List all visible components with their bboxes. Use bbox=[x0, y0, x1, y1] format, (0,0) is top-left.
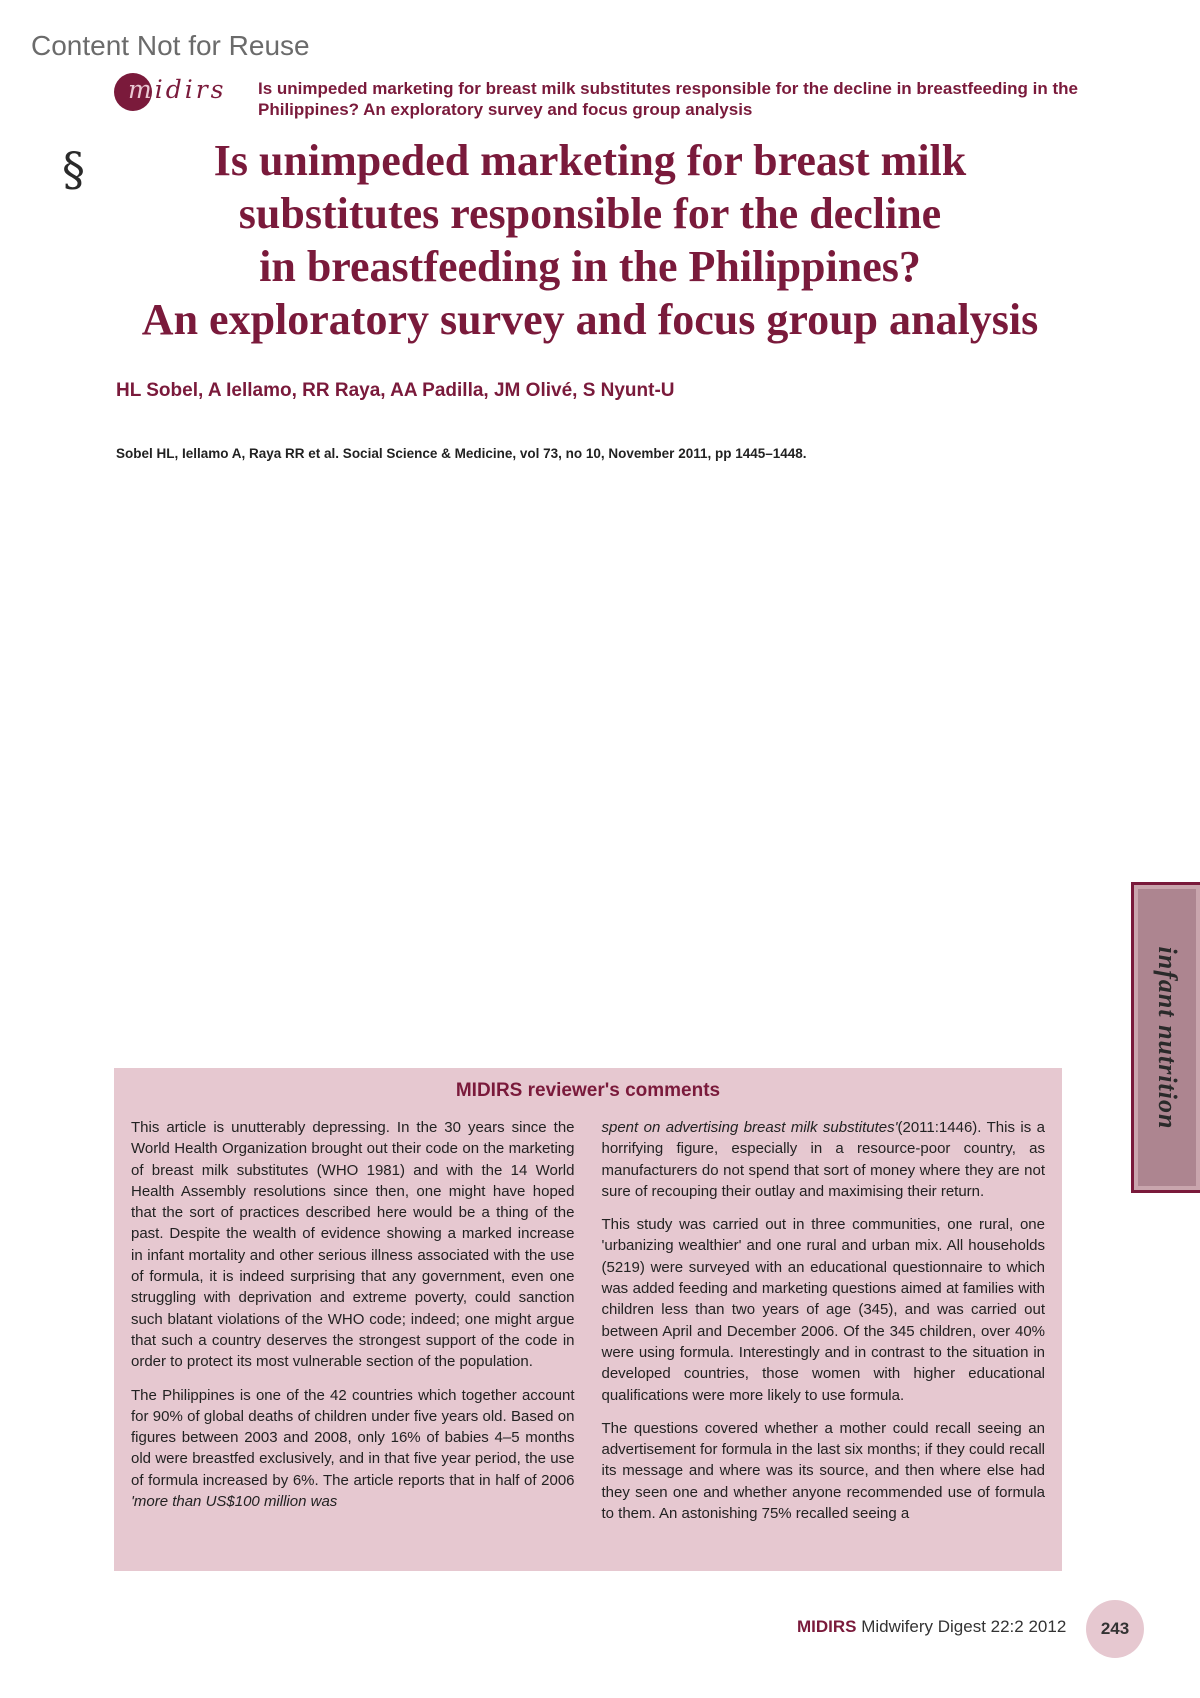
review-column-right bbox=[602, 1117, 1046, 1536]
review-paragraph: This study was carried out in three communities, one rural, one 'urbanizing wealthier' and one rural and urban mix. All households (5219) were surveyed with an educational questionnaire to which was added feeding and marketing questions aimed at families with children less than two years of age (345), and was carried out between April and December 2006. Of the 345 children, over 40% were using formula. Interestingly and in contrast to the situation in developed countries, those women with higher educational qualifications were more likely to use formula. bbox=[601, 1216, 1045, 1404]
footer bbox=[797, 1617, 1066, 1637]
review-column-left bbox=[131, 1117, 575, 1536]
section-mark-icon: § bbox=[62, 142, 85, 196]
citation: Sobel HL, Iellamo A, Raya RR et al. Social Science & Medicine, vol 73, no 10, November 2011, pp 1445–1448. bbox=[116, 446, 807, 461]
running-head: Is unimpeded marketing for breast milk substitutes responsible for the decline in breastfeeding in the Philippines? An exploratory survey and focus group analysis bbox=[258, 79, 1078, 119]
logo-text: midirs bbox=[128, 75, 227, 104]
footer-brand: MIDIRS bbox=[797, 1617, 857, 1636]
section-side-tab bbox=[1131, 882, 1200, 1193]
side-tab-label: infant nutrition bbox=[1153, 946, 1182, 1129]
footer-journal: Midwifery Digest 22:2 2012 bbox=[856, 1617, 1067, 1636]
review-paragraph: spent on advertising breast milk substitutes'(2011:1446). This is a horrifying figure, especially in a resource-poor country, as manufacturers do not spend that sort of money where they are not sure of recouping their outlay and maximising their return. bbox=[601, 1119, 1045, 1200]
review-paragraph: This article is unutterably depressing. In the 30 years since the World Health Organization brought out their code on the marketing of breast milk substitutes (WHO 1981) and with the 14 World Health Assembly resolutions since then, one might have hoped that the sort of practices described here would be a thing of the past. Despite the wealth of evidence showing a marked increase in infant mortality and other serious illness associated with the use of formula, it is indeed surprising that any government, even one struggling with deprivation and extreme poverty, could sanction such blatant violations of the WHO code; indeed; one might argue that such a country deserves the strongest support of the code in order to protect its most vulnerable section of the population. bbox=[131, 1119, 575, 1371]
review-columns bbox=[131, 1117, 1045, 1536]
review-paragraph: The questions covered whether a mother could recall seeing an advertisement for formula in the last six months; if they could recall its message and where was its source, and then where else had they seen one and whether anyone recommended use of formula to them. An astonishing 75% recalled seeing a bbox=[601, 1419, 1045, 1523]
midirs-logo bbox=[114, 73, 244, 111]
watermark: Content Not for Reuse bbox=[31, 30, 310, 61]
authors: HL Sobel, A Iellamo, RR Raya, AA Padilla, JM Olivé, S Nyunt-U bbox=[116, 380, 675, 401]
reviewer-comments-heading: MIDIRS reviewer's comments bbox=[455, 1080, 721, 1101]
article-title: Is unimpeded marketing for breast milk substitutes responsible for the decline in breastfeeding in the Philippines? An exploratory survey and focus group analysis bbox=[141, 136, 1039, 344]
page-number: 243 bbox=[1086, 1600, 1144, 1658]
review-paragraph: The Philippines is one of the 42 countries which together account for 90% of global deaths of children under five years old. Based on figures between 2003 and 2008, only 16% of babies 4–5 months old were breastfed exclusively, and in that five year period, the use of formula increased by 6%. The article reports that in half of 2006 'more than US$100 million was bbox=[131, 1386, 575, 1511]
reviewer-comments-box bbox=[114, 1068, 1062, 1571]
